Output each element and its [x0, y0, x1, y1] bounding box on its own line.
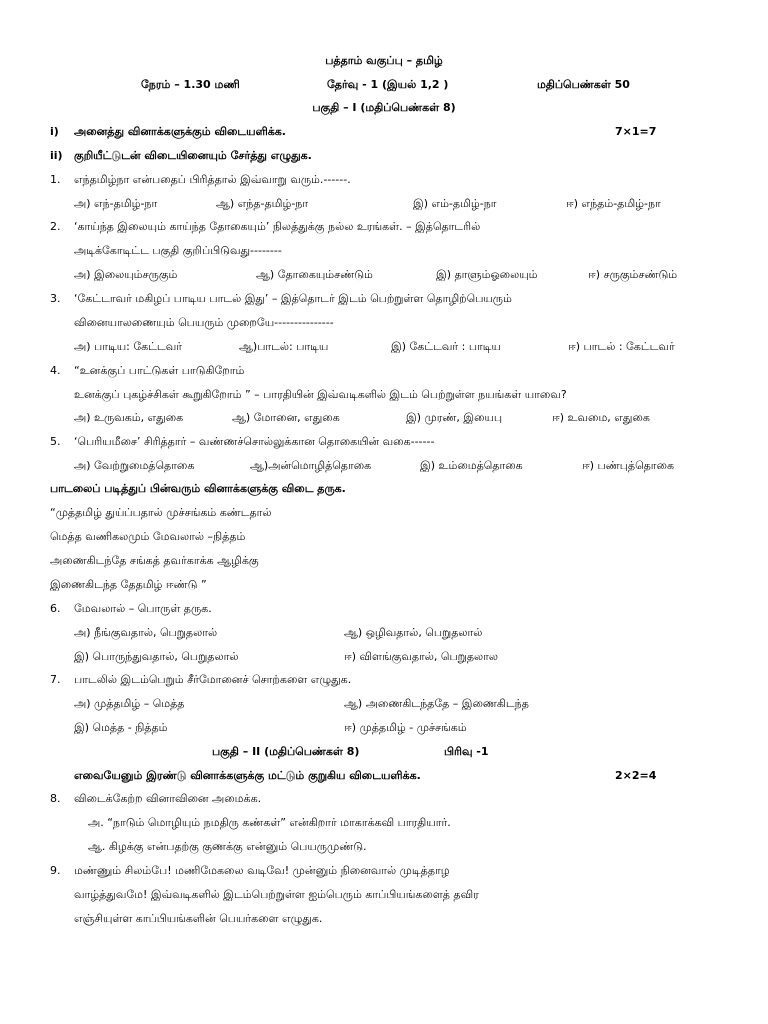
option-d: ஈ) பண்புத்தொகை [582, 459, 674, 472]
option-b: ஆ) ஒழிவதால், பெறுதலால் [344, 626, 483, 639]
poem-line: மெத்த வணிகலமும் மேவலால் –நித்தம் [50, 530, 246, 543]
sub-question-a: அ. “நாடும் மொழியும் நமதிரு கண்கள்” என்கிறார் மாகாக்கவி பாரதியார். [88, 816, 451, 829]
option-c: இ) உம்மைத்தொகை [420, 459, 523, 472]
option-c: இ) தாளும்ஓலையும் [436, 268, 538, 281]
option-a: அ) எந்-தமிழ்-நா [74, 197, 158, 210]
exam-name: தேர்வு - 1 (இயல் 1,2 ) [327, 78, 449, 91]
instruction-1: அனைத்து வினாக்களுக்கும் விடையளிக்க. [74, 125, 286, 138]
question-number: 7. [50, 673, 61, 686]
part1-heading: பகுதி – I (மதிப்பெண்கள் 8) [312, 101, 456, 114]
question-text: ‘காய்ந்த இலையும் காய்ந்த தோகையும்’ நிலத்துக்கு நல்ல உரங்கள். – இத்தொடரில் [74, 220, 481, 233]
option-c: இ) பொருந்துவதால், பெறுதலால் [74, 650, 239, 663]
part2-section: பிரிவு -1 [444, 745, 489, 758]
question-number: 9. [50, 864, 61, 877]
poem-instruction: பாடலைப் படித்துப் பின்வரும் வினாக்களுக்கு விடை தருக. [50, 482, 346, 495]
option-b: ஆ)அன்மொழித்தொகை [250, 459, 372, 472]
option-a: அ) இலையும்சருகும் [74, 268, 178, 281]
option-d: ஈ) முத்தமிழ் - முச்சங்கம் [344, 721, 467, 734]
option-b: ஆ) மோனை, எதுகை [232, 411, 340, 424]
question-text: மேவலால் – பொருள் தருக. [74, 602, 212, 615]
question-number: 3. [50, 292, 61, 305]
poem-line: இணைகிடந்த தேதமிழ் ஈண்டு ” [50, 578, 207, 591]
question-number: 4. [50, 364, 61, 377]
instruction-1-number: i) [50, 125, 59, 138]
option-c: இ) மெத்த - நித்தம் [74, 721, 168, 734]
option-c: இ) எம்-தமிழ்-நா [413, 197, 497, 210]
question-number: 6. [50, 602, 61, 615]
option-d: ஈ) எந்தம்-தமிழ்-நா [566, 197, 661, 210]
poem-line: “முத்தமிழ் துய்ப்பதால் முச்சங்கம் கண்டதால் [50, 506, 272, 519]
sub-question-b: ஆ. கிழக்கு என்பதற்கு குணக்கு என்னும் பெயருமுண்டு. [88, 840, 367, 853]
option-a: அ) நீங்குவதால், பெறுதலால் [74, 626, 218, 639]
question-number: 1. [50, 173, 61, 186]
part2-heading: பகுதி – II (மதிப்பெண்கள் 8) [212, 745, 360, 758]
question-text: எந்தமிழ்நா என்பதைப் பிரித்தால் இவ்வாறு வரும்.------. [74, 173, 351, 186]
instruction-2: குறியீட்டுடன் விடையினையும் சேர்த்து எழுதுக. [74, 149, 312, 162]
instruction-2-number: ii) [50, 149, 63, 162]
option-c: இ) முரண், இயைபு [406, 411, 503, 424]
question-text-continued: எஞ்சியுள்ள காப்பியங்களின் பெயர்களை எழுதுக. [74, 912, 323, 925]
question-number: 2. [50, 220, 61, 233]
question-text-continued: உனக்குப் புகழ்ச்சிகள் கூறுகிறோம் ” – பாரதியின் இவ்வடிகளில் இடம் பெற்றுள்ள நயங்கள் யாவை? [74, 388, 567, 401]
question-text: பாடலில் இடம்பெறும் சீர்மோனைச் சொற்களை எழுதுக. [74, 673, 352, 686]
total-marks: மதிப்பெண்கள் 50 [537, 78, 630, 91]
question-number: 5. [50, 435, 61, 448]
question-text: ‘பெரியமீசை’ சிரித்தார் – வண்ணச்சொல்லுக்கான தொகையின் வகை------ [74, 435, 435, 448]
part2-instruction-marks: 2×2=4 [615, 769, 657, 782]
question-number: 8. [50, 792, 61, 805]
option-a: அ) வேற்றுமைத்தொகை [74, 459, 195, 472]
option-a: அ) பாடிய: கேட்டவர் [74, 340, 182, 353]
question-text: “உனக்குப் பாட்டுகள் பாடுகிறோம் [74, 364, 245, 377]
option-a: அ) உருவகம், எதுகை [74, 411, 184, 424]
option-b: ஆ) எந்த-தமிழ்-நா [216, 197, 309, 210]
question-text: மண்ணும் சிலம்பே! மணிமேகலை வடிவே! முன்னும் நினைவால் முடித்தாழ [74, 864, 450, 877]
page-title: பத்தாம் வகுப்பு – தமிழ் [325, 54, 443, 67]
option-d: ஈ) சருகும்சண்டும் [588, 268, 678, 281]
option-d: ஈ) பாடல் : கேட்டவர் [568, 340, 675, 353]
instruction-1-marks: 7×1=7 [615, 125, 657, 138]
option-b: ஆ)பாடல்: பாடிய [239, 340, 329, 353]
option-b: ஆ) தோகையும்சண்டும் [256, 268, 373, 281]
exam-time: நேரம் – 1.30 மணி [141, 78, 240, 91]
question-text: ‘கேட்டாவர் மகிழப் பாடிய பாடல் இது’ – இத்தொடர் இடம் பெற்றுள்ள தொழிற்பெயரும் [74, 292, 512, 305]
option-b: ஆ) அணைகிடந்ததே – இணைகிடந்த [344, 697, 529, 710]
part2-instruction: எவையேனும் இரண்டு வினாக்களுக்கு மட்டும் குறுகிய விடையளிக்க. [74, 769, 421, 782]
question-text-continued: அடிக்கோடிட்ட பகுதி குறிப்பிடுவது-------- [74, 244, 282, 257]
option-c: இ) கேட்டவர் : பாடிய [391, 340, 501, 353]
question-text: விடைக்கேற்ற வினாவினை அமைக்க. [74, 792, 262, 805]
question-text-continued: வினையாலணையும் பெயரும் முறையே--------------- [74, 316, 334, 329]
option-d: ஈ) விளங்குவதால், பெறுதலால [344, 650, 499, 663]
question-text-continued: வாழ்த்துவமே! இவ்வடிகளில் இடம்பெற்றுள்ள ஐம்பெரும் காப்பியங்களைத் தவிர [74, 888, 479, 901]
poem-line: அணைகிடந்தே சங்கத் தவர்காக்க ஆழிக்கு [50, 554, 259, 567]
option-a: அ) முத்தமிழ் – மெத்த [74, 697, 185, 710]
option-d: ஈ) உவமை, எதுகை [552, 411, 650, 424]
